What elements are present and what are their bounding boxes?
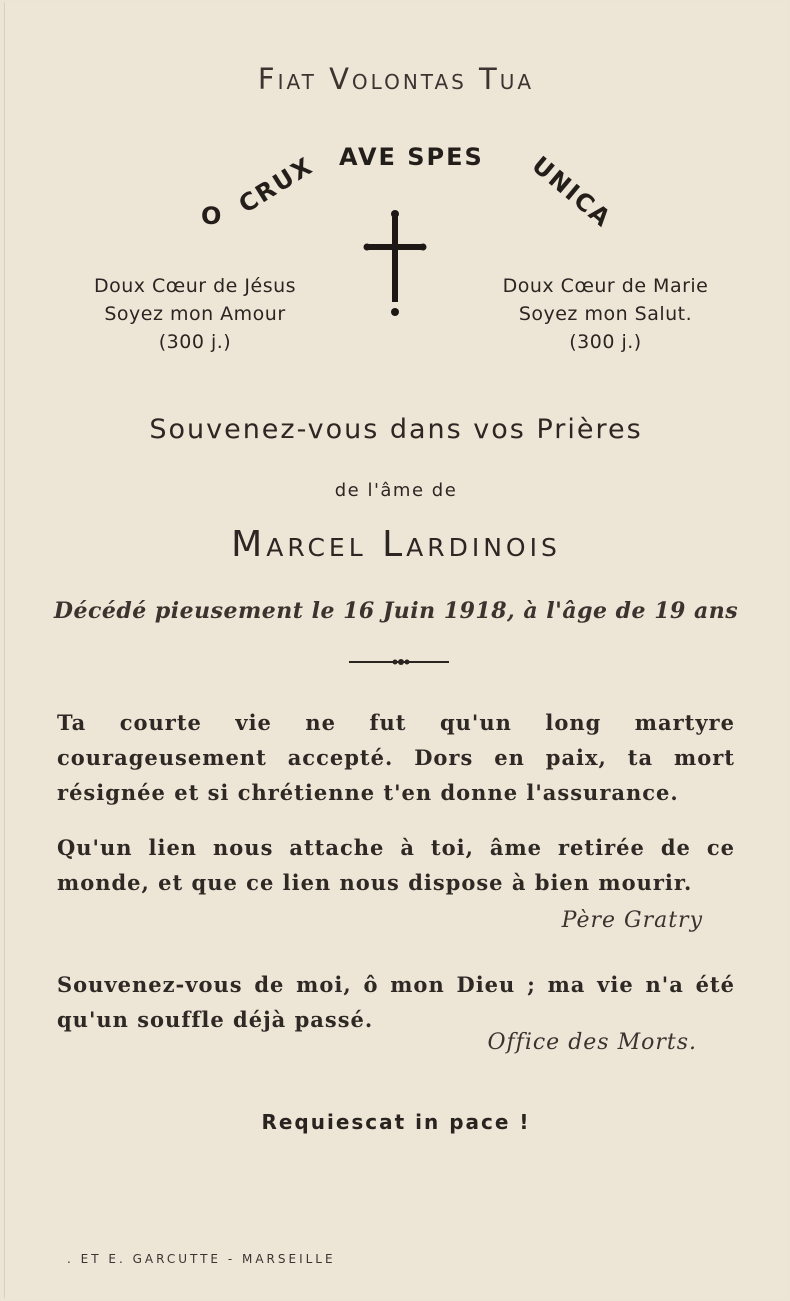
divider-ornament — [349, 656, 449, 668]
sacred-heart-jesus-line1: Doux Cœur de Jésus — [93, 275, 297, 297]
requiescat: Requiescat in pace ! — [261, 1110, 531, 1134]
arc-word-ave-spes: AVE SPES — [339, 143, 484, 171]
arc-word-unica: UNICA — [526, 150, 618, 234]
soul-of-line: de l'âme de — [334, 480, 458, 501]
deceased-line: Décédé pieusement le 16 Juin 1918, à l'âge de 19 ans — [53, 598, 739, 624]
printer-imprint: . ET E. GARCUTTE - MARSEILLE — [67, 1252, 336, 1266]
sacred-heart-jesus-indulgence: (300 j.) — [158, 331, 232, 353]
arc-word-crux: CRUX — [233, 151, 319, 219]
arc-word-o: O — [201, 202, 224, 230]
memorial-card — [4, 2, 787, 1298]
paragraph-souvenez: Souvenez-vous de moi, ô mon Dieu ; ma vie n'a été qu'un souffle déjà passé. — [57, 972, 735, 1032]
attribution-gratry: Père Gratry — [561, 908, 703, 933]
sacred-heart-jesus — [55, 272, 335, 356]
sacred-heart-marie — [463, 272, 748, 356]
deceased-name: Marcel Lardinois — [231, 524, 561, 565]
sacred-heart-marie-line1: Doux Cœur de Marie — [502, 275, 709, 297]
cross-icon — [357, 202, 437, 327]
attribution-office: Office des Morts. — [487, 1030, 697, 1055]
paragraph-martyre: Ta courte vie ne fut qu'un long martyre courageusement accepté. Dors en paix, ta mort résignée et si chrétienne t'en donne l'assurance. — [57, 710, 735, 805]
sacred-heart-marie-line2: Soyez mon Salut. — [518, 303, 693, 325]
sacred-heart-jesus-line2: Soyez mon Amour — [104, 303, 286, 325]
remember-heading: Souvenez-vous dans vos Prières — [149, 414, 643, 445]
paragraph-lien: Qu'un lien nous attache à toi, âme retirée de ce monde, et que ce lien nous dispose à bien mourir. — [57, 835, 735, 895]
motto: Fiat Volontas Tua — [257, 62, 535, 96]
sacred-heart-marie-indulgence: (300 j.) — [569, 331, 642, 353]
